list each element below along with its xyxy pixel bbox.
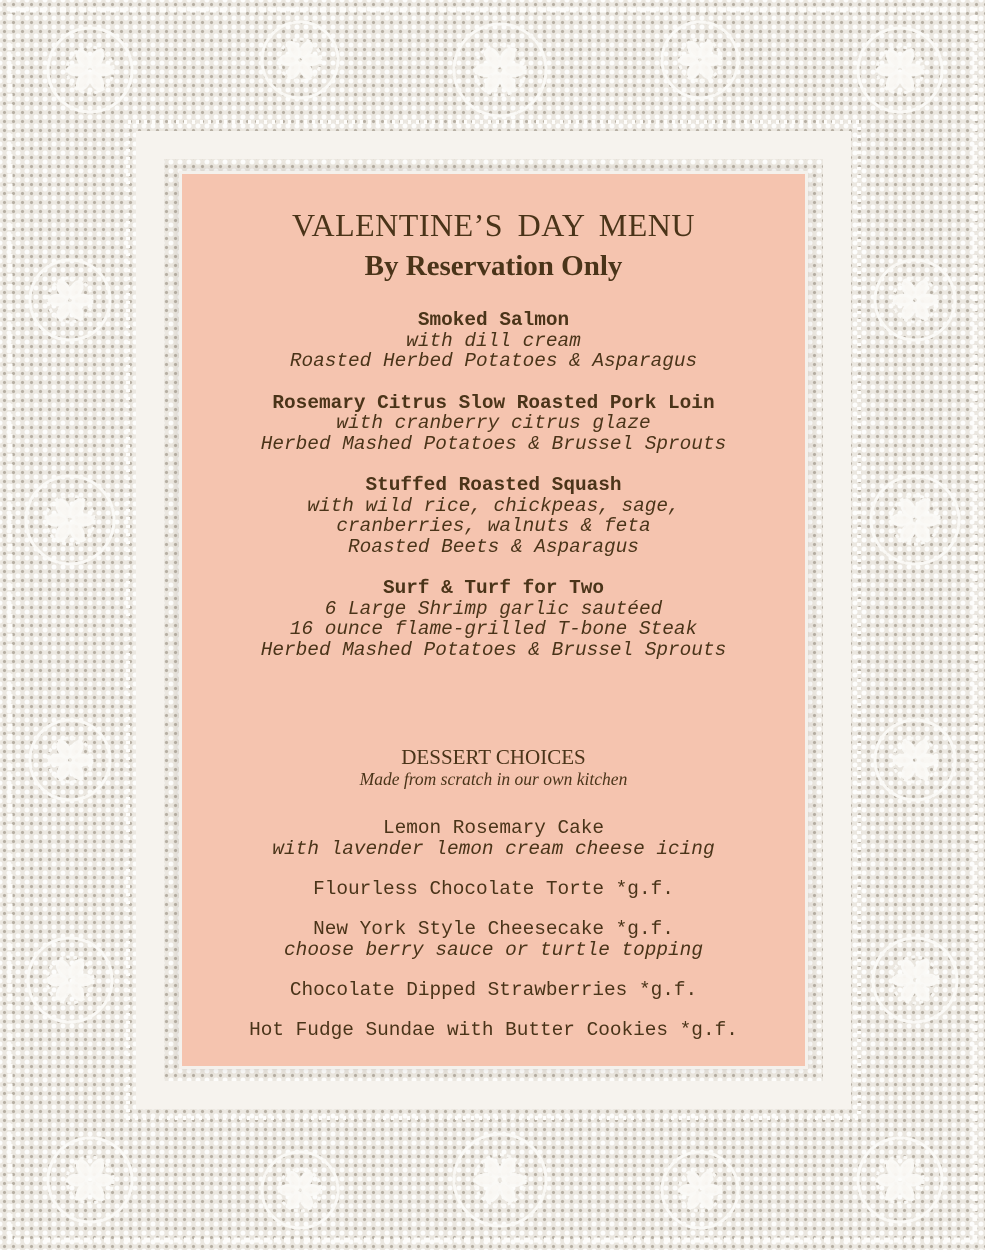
dessert-note: with lavender lemon cream cheese icing [272, 838, 715, 860]
entree-detail: Herbed Mashed Potatoes & Brussel Sprouts [260, 432, 727, 455]
entree-detail: 16 ounce flame-grilled T-bone Steak [289, 618, 698, 640]
entree-name: Rosemary Citrus Slow Roasted Pork Loin [272, 391, 715, 414]
entree-detail: with wild rice, chickpeas, sage, [307, 494, 680, 517]
lace-medallion [454, 24, 546, 116]
dessert-name: Lemon Rosemary Cake [382, 817, 605, 839]
entree-item [182, 475, 805, 557]
dessert-name: Chocolate Dipped Strawberries *g.f. [289, 979, 698, 1001]
entree-name: Smoked Salmon [417, 309, 570, 331]
lace-medallion [48, 1138, 132, 1222]
entree-detail: Roasted Beets & Asparagus [348, 535, 639, 558]
entree-detail: with dill cream [406, 329, 581, 352]
dessert-note: choose berry sauce or turtle topping [284, 939, 703, 961]
lace-medallion [875, 720, 955, 800]
dessert-subheading: Made from scratch in our own kitchen [359, 769, 628, 789]
lace-medallion [30, 720, 110, 800]
entree-list [182, 310, 805, 681]
lace-medallion [871, 476, 959, 564]
lace-medallion [454, 1134, 546, 1226]
lace-medallion [48, 28, 132, 112]
entree-item [182, 310, 805, 372]
dessert-name: Flourless Chocolate Torte *g.f. [313, 878, 674, 900]
lace-medallion [858, 1138, 942, 1222]
dessert-item [182, 818, 805, 860]
lace-medallion [262, 22, 338, 98]
entree-item [182, 578, 805, 660]
lace-medallion [26, 476, 114, 564]
entree-name: Surf & Turf for Two [382, 577, 605, 599]
entree-detail: with cranberry citrus glaze [336, 412, 651, 434]
entree-detail: 6 Large Shrimp garlic sautéed [324, 597, 663, 620]
entree-detail: Roasted Herbed Potatoes & Asparagus [289, 350, 698, 372]
dessert-list [182, 818, 805, 1060]
menu-subtitle: By Reservation Only [364, 250, 623, 282]
dessert-name: New York Style Cheesecake *g.f. [313, 918, 674, 940]
lace-medallion [662, 1152, 738, 1228]
entree-detail: cranberries, walnuts & feta [336, 515, 651, 537]
lace-medallion [873, 938, 957, 1022]
entree-name: Stuffed Roasted Squash [365, 474, 622, 496]
dessert-item [182, 1020, 805, 1041]
lace-medallion [858, 28, 942, 112]
lace-medallion [262, 1152, 338, 1228]
dessert-item [182, 980, 805, 1001]
dessert-item [182, 919, 805, 961]
dessert-item [182, 879, 805, 900]
entree-detail: Herbed Mashed Potatoes & Brussel Sprouts [260, 638, 727, 661]
lace-medallion [875, 260, 955, 340]
entree-item [182, 393, 805, 455]
menu-card [182, 174, 805, 1066]
lace-medallion [662, 22, 738, 98]
dessert-name: Hot Fudge Sundae with Butter Cookies *g.f. [249, 1019, 738, 1041]
menu-title: VALENTINE’S DAY MENU [291, 207, 696, 243]
dessert-heading: DESSERT CHOICES [401, 745, 586, 769]
lace-medallion [28, 938, 112, 1022]
lace-medallion [30, 260, 110, 340]
